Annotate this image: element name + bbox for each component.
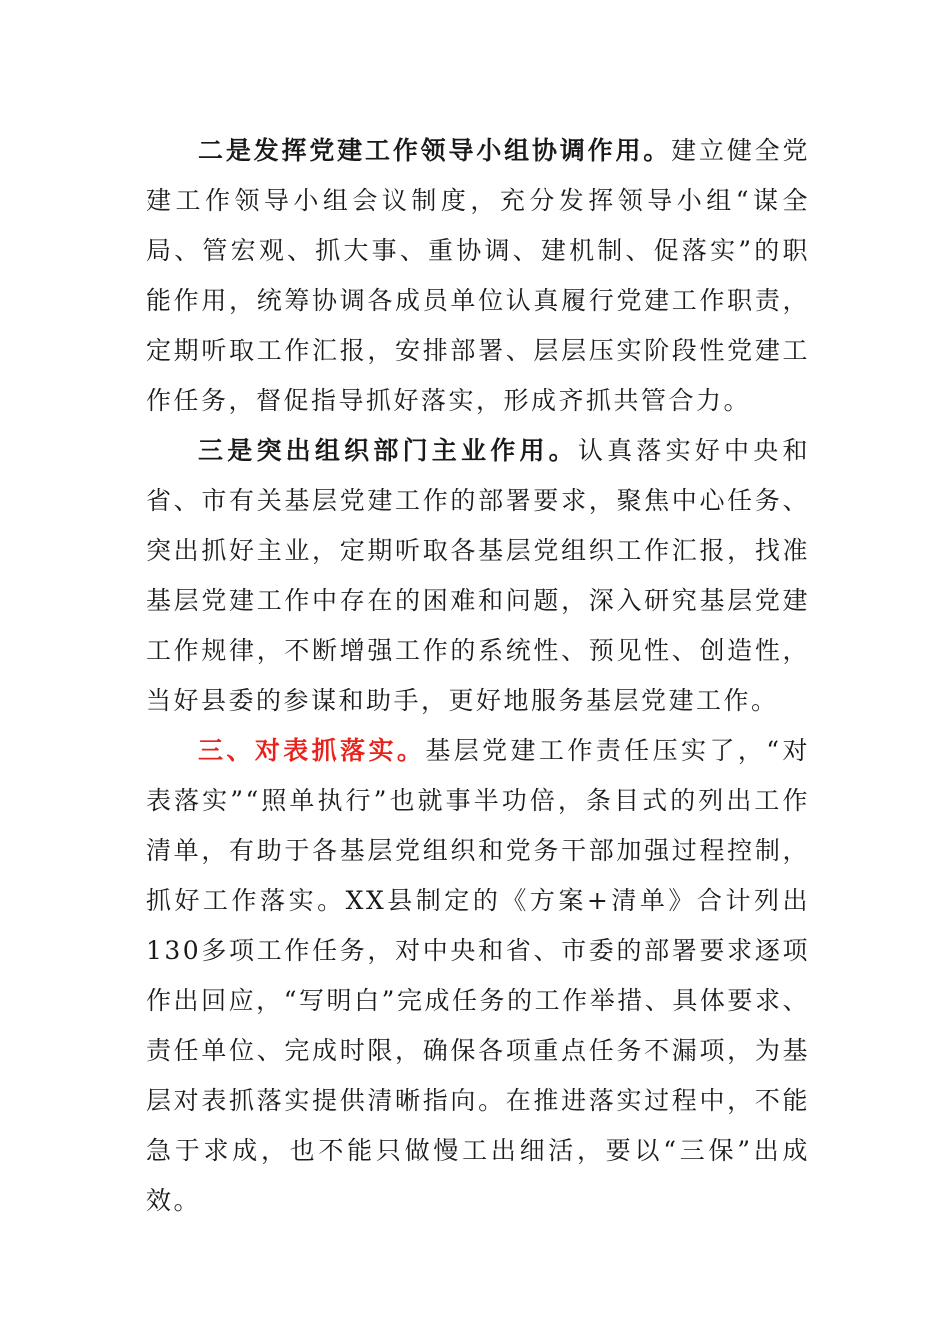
paragraph-body: 基层党建工作责任压实了，“对表落实”“照单执行”也就事半功倍，条目式的列出工作清单，有助于各基层党组织和党务干部加强过程控制，抓好工作落实。XX县制定的《方案+清单》合计列出130多项工作任务，对中央和省、市委的部署要求逐项作出回应，“写明白”完成任务的工作举措、具体要求、责任单位、完成时限，确保各项重点任务不漏项，为基层对表抓落实提供清晰指向。在推进落实过程中，不能急于求成，也不能只做慢工出细活，要以“三保”出成效。 (146, 736, 810, 1215)
paragraph-body: 建立健全党建工作领导小组会议制度，充分发挥领导小组“谋全局、管宏观、抓大事、重协调、建机制、促落实”的职能作用，统筹协调各成员单位认真履行党建工作职责，定期听取工作汇报，安排部署、层层压实阶段性党建工作任务，督促指导抓好落实，形成齐抓共管合力。 (146, 136, 810, 415)
paragraph-lead: 二是发挥党建工作领导小组协调作用。 (198, 136, 672, 165)
paragraph-organization-dept (146, 426, 810, 726)
paragraph-lead: 三是突出组织部门主业作用。 (198, 436, 578, 465)
paragraph-section-three (146, 726, 810, 1226)
document-page (146, 126, 810, 1226)
section-heading: 三、对表抓落实。 (198, 736, 426, 765)
paragraph-leading-group (146, 126, 810, 426)
paragraph-body: 认真落实好中央和省、市有关基层党建工作的部署要求，聚焦中心任务、突出抓好主业，定期听取各基层党组织工作汇报，找准基层党建工作中存在的困难和问题，深入研究基层党建工作规律，不断增强工作的系统性、预见性、创造性，当好县委的参谋和助手，更好地服务基层党建工作。 (146, 436, 810, 715)
